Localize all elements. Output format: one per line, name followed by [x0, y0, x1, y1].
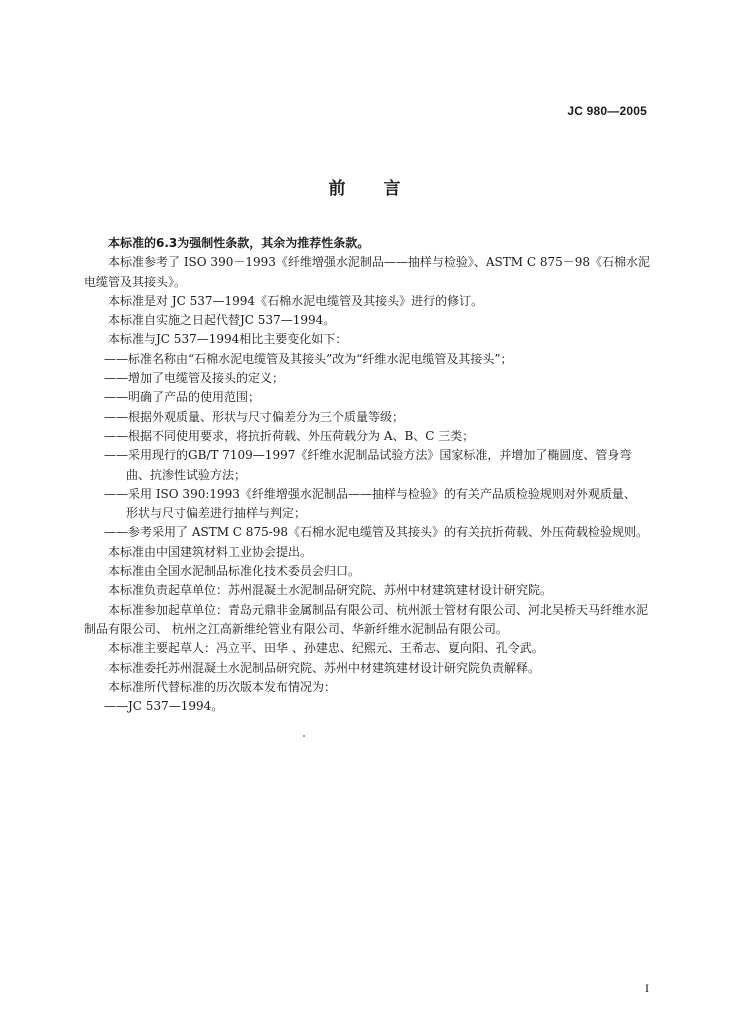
change-item-continuation: 曲、抗渗性试验方法；	[126, 467, 247, 482]
change-item-line: ——采用现行的GB/T 7109—1997《纤维水泥制品试验方法》国家标准，并增加了椭圆度、管身弯	[104, 448, 632, 463]
page-number: I	[645, 981, 649, 995]
paragraph-lead-drafter: 本标准负责起草单位：苏州混凝土水泥制品研究院、苏州中材建筑建材设计研究院。	[108, 583, 553, 598]
change-item: ——参考采用了 ASTM C 875-98《石棉水泥电缆管及其接头》的有关抗折荷载、外压荷载检验规则。	[104, 525, 649, 540]
paragraph-history: 本标准所代替标准的历次版本发布情况为：	[108, 679, 337, 694]
page-title	[0, 174, 729, 199]
paragraph-mandatory-clause: 本标准的6.3为强制性条款，其余为推荐性条款。	[108, 236, 370, 250]
paragraph-references: 本标准参考了 ISO 390－1993《纤维增强水泥制品——抽样与检验》、ASTM C 875－98《石棉水泥电缆管及其接头》。	[84, 255, 651, 289]
change-item: ——根据不同使用要求，将抗折荷载、外压荷载分为 A、B、C 三类；	[104, 428, 475, 443]
change-item: ——明确了产品的使用范围；	[104, 390, 261, 405]
paragraph-replaces: 本标准自实施之日起代替JC 537—1994。	[108, 313, 336, 328]
change-item	[84, 446, 654, 485]
paragraph-administrator: 本标准由全国水泥制品标准化技术委员会归口。	[108, 564, 361, 579]
change-item: ——标准名称由“石棉水泥电缆管及其接头”改为“纤维水泥电缆管及其接头”；	[104, 351, 513, 366]
paragraph-revision: 本标准是对 JC 537—1994《石棉水泥电缆管及其接头》进行的修订。	[108, 293, 484, 308]
history-item: ——JC 537—1994。	[104, 699, 224, 714]
standard-number: JC 980—2005	[567, 104, 647, 118]
change-item	[84, 485, 654, 524]
change-item: ——增加了电缆管及接头的定义；	[104, 371, 285, 386]
paragraph-proposer: 本标准由中国建筑材料工业协会提出。	[108, 544, 313, 559]
paragraph-main-drafters: 本标准主要起草人：冯立平、田华 、孙建忠、纪熙元、王希志、夏向阳、孔令武。	[108, 641, 544, 656]
title-char-1: 前	[328, 179, 346, 199]
change-item-line: ——采用 ISO 390:1993《纤维增强水泥制品——抽样与检验》的有关产品质检验规则对外观质量、	[104, 486, 636, 501]
paragraph-interpretation: 本标准委托苏州混凝土水泥制品研究院、苏州中材建筑建材设计研究院负责解释。	[108, 660, 541, 675]
scan-speck	[303, 735, 305, 737]
change-item-continuation: 形状与尺寸偏差进行抽样与判定；	[126, 506, 307, 521]
foreword-body	[84, 234, 654, 716]
paragraph-changes-intro: 本标准与JC 537—1994相比主要变化如下：	[108, 332, 348, 347]
title-char-2: 言	[383, 179, 401, 199]
change-item: ——根据外观质量、形状与尺寸偏差分为三个质量等级；	[104, 409, 405, 424]
paragraph-participating-drafters: 本标准参加起草单位：青岛元鼎非金属制品有限公司、杭州派士管材有限公司、河北吴桥天马纤维水泥制品有限公司、 杭州之江高新维纶管业有限公司、华新纤维水泥制品有限公司。	[84, 602, 649, 636]
